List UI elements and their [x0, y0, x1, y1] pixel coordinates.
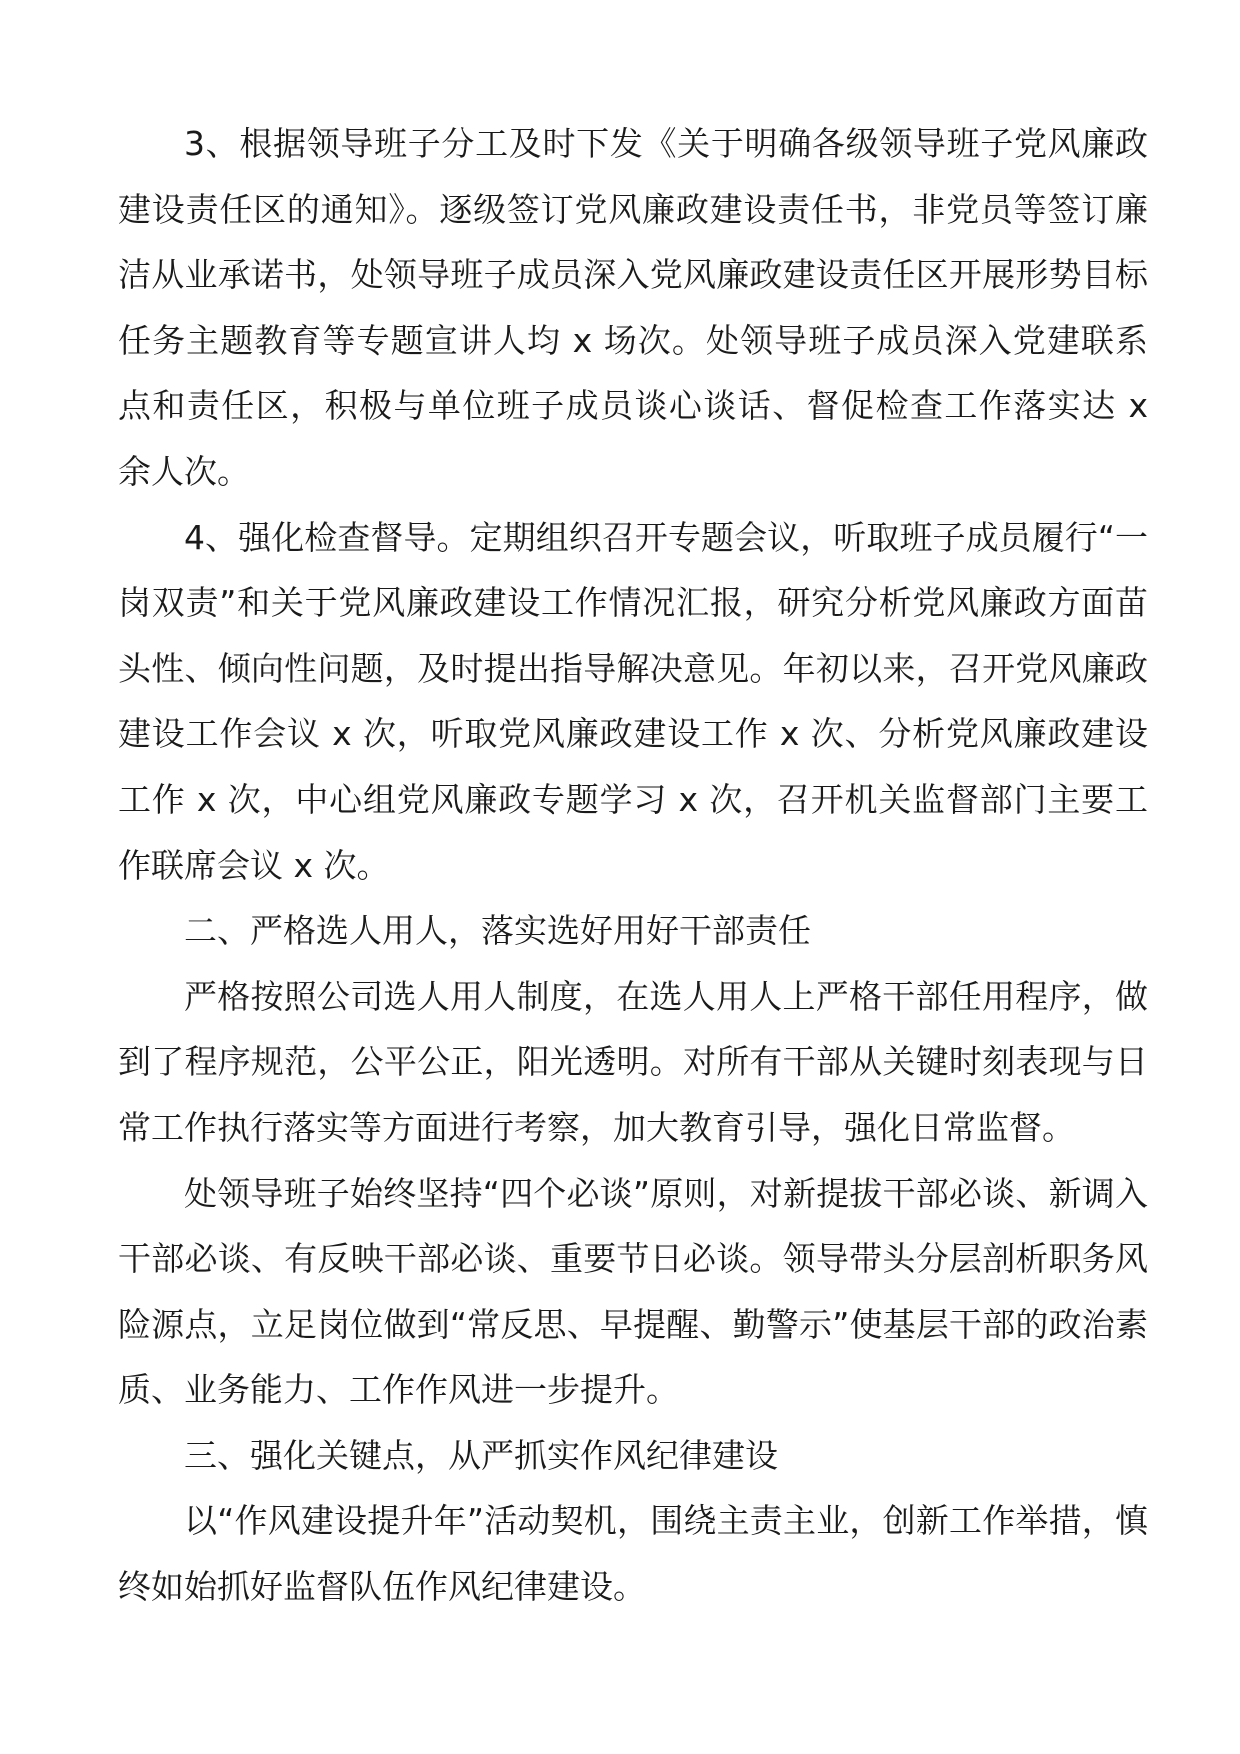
- paragraph-3-responsibility-zone: 3、根据领导班子分工及时下发《关于明确各级领导班子党风廉政建设责任区的通知》。逐级签订党风廉政建设责任书，非党员等签订廉洁从业承诺书，处领导班子成员深入党风廉政建设责任区开展形势目标任务主题教育等专题宣讲人均 x 场次。处领导班子成员深入党建联系点和责任区，积极与单位班子成员谈心谈话、督促检查工作落实达 x 余人次。: [118, 124, 1148, 491]
- document-body: [118, 111, 1148, 1620]
- paragraph-four-must-talks: 处领导班子始终坚持“四个必谈”原则，对新提拔干部必谈、新调入干部必谈、有反映干部必谈、重要节日必谈。领导带头分层剖析职务风险源点，立足岗位做到“常反思、早提醒、勤警示”使基层干部的政治素质、业务能力、工作作风进一步提升。: [118, 1173, 1148, 1410]
- section-heading-2: 二、严格选人用人，落实选好用好干部责任: [184, 911, 811, 951]
- paragraph-cadre-selection: 严格按照公司选人用人制度，在选人用人上严格干部任用程序，做到了程序规范，公平公正，阳光透明。对所有干部从关键时刻表现与日常工作执行落实等方面进行考察，加大教育引导，强化日常监督。: [118, 976, 1148, 1147]
- paragraph-4-inspection-supervision: 4、强化检查督导。定期组织召开专题会议，听取班子成员履行“一岗双责”和关于党风廉政建设工作情况汇报，研究分析党风廉政方面苗头性、倾向性问题，及时提出指导解决意见。年初以来，召开党风廉政建设工作会议 x 次，听取党风廉政建设工作 x 次、分析党风廉政建设工作 x 次，中心组党风廉政专题学习 x 次，召开机关监督部门主要工作联席会议 x 次。: [118, 517, 1148, 885]
- paragraph-work-style: 以“作风建设提升年”活动契机，围绕主责主业，创新工作举措，慎终如始抓好监督队伍作风纪律建设。: [118, 1501, 1148, 1607]
- section-heading-3: 三、强化关键点，从严抓实作风纪律建设: [184, 1435, 778, 1475]
